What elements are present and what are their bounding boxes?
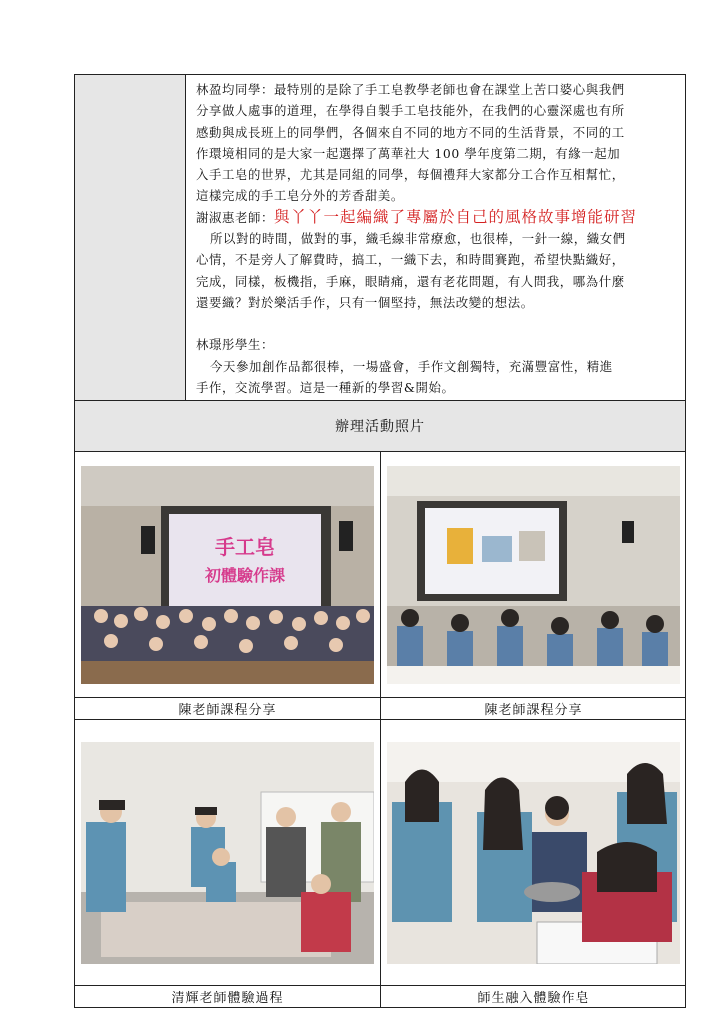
text-line: 這樣完成的手工皂分外的芳香甜美。 [196, 188, 404, 204]
photo-caption: 清輝老師體驗過程 [75, 986, 381, 1008]
text-line: 作環境相同的是大家一起選擇了萬華社大 100 學年度第二期，有緣一起加 [196, 145, 621, 161]
text-line: 所以對的時間，做對的事，織毛線非常療愈，也很棒，一針一線，織女們 [210, 231, 626, 247]
photo-caption: 師生融入體驗作皂 [381, 986, 687, 1008]
photo-caption: 陳老師課程分享 [381, 698, 687, 720]
photo-caption: 陳老師課程分享 [75, 698, 381, 720]
photo-cell [381, 452, 687, 698]
photo-classroom-group [81, 466, 374, 684]
student2-label: 林璟彤學生： [196, 337, 274, 353]
photo-classroom-presentation [387, 466, 680, 684]
svg-text:手工皂: 手工皂 [215, 534, 275, 559]
document-frame [74, 74, 686, 1008]
photos-header-row [75, 401, 686, 452]
photo-cell [75, 720, 381, 986]
photo-row-1 [75, 452, 686, 1008]
text-line: 今天參加創作品都很棒，一場盛會，手作文創獨特，充滿豐富性，精進 [210, 358, 613, 374]
photo-cell [381, 720, 687, 986]
teacher-label: 謝淑惠老師： [196, 209, 274, 225]
svg-text:初體驗作課: 初體驗作課 [204, 565, 286, 585]
spacer [196, 313, 677, 334]
photo-teacher-demo [81, 742, 374, 964]
text-line: 感動與成長班上的同學們，各個來自不同的地方不同的生活背景，不同的工 [196, 124, 625, 140]
reflection-row [75, 75, 686, 401]
text-line: 分享做人處事的道理，在學得自製手工皂技能外，在我們的心靈深處也有所 [196, 103, 625, 119]
teacher-heading [196, 207, 677, 228]
row-label-cell [75, 75, 186, 401]
text-line: 林盈均同學：最特別的是除了手工皂教學老師也會在課堂上苦口婆心與我們 [196, 82, 625, 97]
photo-students-soap-making [387, 742, 680, 964]
text-line: 完成，同樣，板機指，手麻，眼睛痛，還有老花問題，有人問我，哪為什麼 [196, 273, 625, 289]
text-line: 心情，不是旁人了解費時，搞工，一織下去，和時間賽跑，希望快點織好， [196, 252, 625, 268]
report-table [74, 74, 686, 1008]
teacher-workshop-title: 與丫丫一起編織了專屬於自己的風格故事增能研習 [273, 207, 637, 226]
photos-header: 辦理活動照片 [75, 401, 686, 452]
photo-cell [75, 452, 381, 698]
text-line: 還要織？對於樂活手作，只有一個堅持，無法改變的想法。 [196, 294, 534, 310]
reflection-text-cell [186, 75, 686, 401]
text-line: 入手工皂的世界，尤其是同組的同學，每個禮拜大家都分工合作互相幫忙， [196, 167, 625, 183]
text-line: 手作，交流學習。這是一種新的學習&開始。 [196, 379, 455, 395]
